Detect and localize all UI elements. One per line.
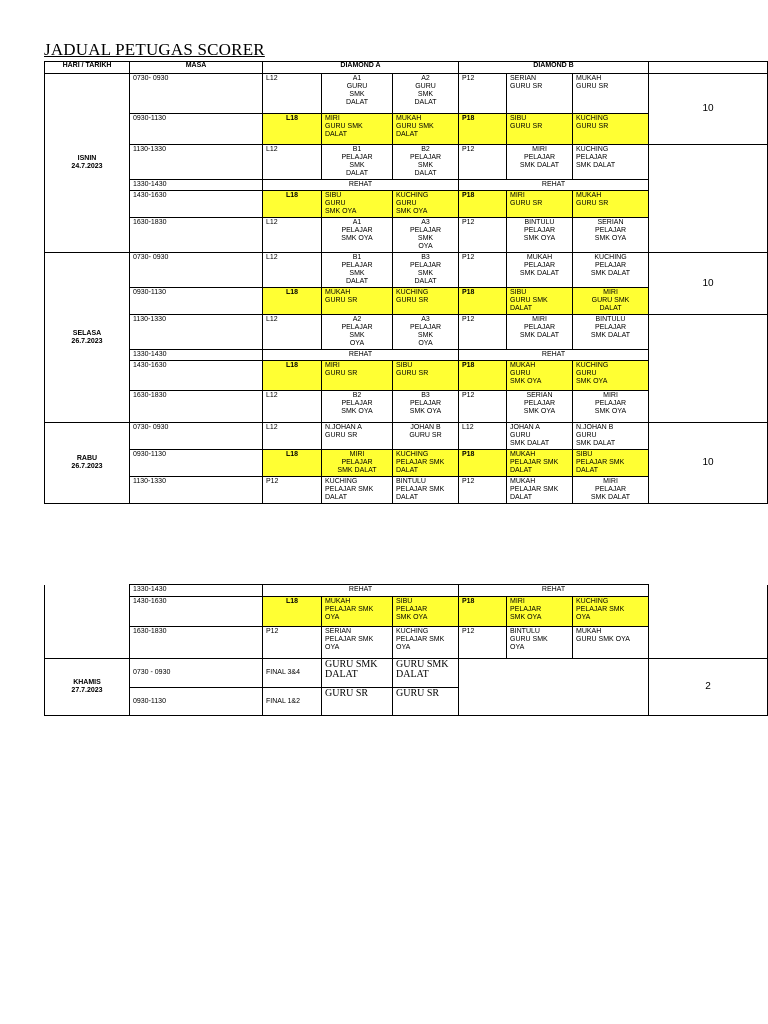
assignment-cell: B3 PELAJAR SMK OYA bbox=[393, 391, 459, 423]
division-cell: L18 bbox=[263, 114, 322, 145]
assignment-cell: MUKAH GURU SMK OYA bbox=[573, 627, 649, 659]
assignment-cell: BINTULU PELAJAR SMK DALAT bbox=[393, 477, 459, 504]
day-date: 24.7.2023 bbox=[71, 163, 103, 170]
assignment-cell: B2 PELAJAR SMK DALAT bbox=[393, 145, 459, 180]
time-cell: 1130-1330 bbox=[130, 145, 263, 180]
schedule-table bbox=[44, 61, 768, 504]
header-day: HARI / TARIKH bbox=[45, 62, 130, 74]
day-name: KHAMIS bbox=[73, 679, 101, 686]
table-row bbox=[45, 585, 768, 597]
assignment-cell: BINTULU PELAJAR SMK DALAT bbox=[573, 315, 649, 350]
header-row bbox=[45, 62, 768, 74]
day-name: SELASA bbox=[72, 329, 102, 337]
assignment-cell: MUKAH GURU SR bbox=[573, 74, 649, 114]
assignment-cell: MIRI GURU SMK DALAT bbox=[322, 114, 393, 145]
time-cell: 0730- 0930 bbox=[130, 253, 263, 288]
division-cell: P12 bbox=[459, 74, 507, 114]
time-cell: 0930-1130 bbox=[130, 288, 263, 315]
time-cell: 1630-1830 bbox=[130, 218, 263, 253]
assignment-cell: MIRI PELAJAR SMK DALAT bbox=[507, 145, 573, 180]
assignment-cell: MUKAH GURU SMK OYA bbox=[507, 361, 573, 391]
division-cell: P12 bbox=[459, 145, 507, 180]
assignment-cell: MIRI PELAJAR SMK DALAT bbox=[322, 450, 393, 477]
assignment-cell: B1 PELAJAR SMK DALAT bbox=[322, 145, 393, 180]
assignment-cell: SIBU GURU SR bbox=[393, 361, 459, 391]
assignment-cell: GURU SR bbox=[322, 688, 393, 716]
assignment-cell: B2 PELAJAR SMK OYA bbox=[322, 391, 393, 423]
division-cell: L12 bbox=[263, 391, 322, 423]
day-cell bbox=[45, 423, 130, 504]
division-cell: P18 bbox=[459, 450, 507, 477]
time-cell: 0730 - 0930 bbox=[130, 659, 263, 688]
day-cell bbox=[45, 253, 130, 423]
day-date: 26.7.2023 bbox=[71, 463, 103, 470]
rehat-cell: REHAT bbox=[459, 180, 649, 191]
day-cell bbox=[45, 659, 130, 716]
assignment-cell: MUKAH PELAJAR SMK DALAT bbox=[507, 477, 573, 504]
total-cell: 10 bbox=[649, 253, 768, 315]
table-row bbox=[45, 253, 768, 288]
assignment-cell: A3 PELAJAR SMK OYA bbox=[393, 315, 459, 350]
time-cell: 1330-1430 bbox=[130, 350, 263, 361]
time-cell: 1330-1430 bbox=[130, 585, 263, 597]
assignment-cell: MUKAH PELAJAR SMK OYA bbox=[322, 597, 393, 627]
assignment-cell: MUKAH PELAJAR SMK DALAT bbox=[507, 450, 573, 477]
assignment-cell: MUKAH GURU SR bbox=[573, 191, 649, 218]
assignment-cell: KUCHING GURU SR bbox=[393, 288, 459, 315]
division-cell: L18 bbox=[263, 191, 322, 218]
division-cell: L12 bbox=[263, 74, 322, 114]
assignment-cell: MIRI PELAJAR SMK OYA bbox=[573, 391, 649, 423]
assignment-cell: GURU SMK DALAT bbox=[393, 659, 459, 688]
rehat-cell: REHAT bbox=[263, 585, 459, 597]
empty-cell bbox=[459, 659, 649, 716]
assignment-cell: SERIAN PELAJAR SMK OYA bbox=[322, 627, 393, 659]
division-cell: P18 bbox=[459, 288, 507, 315]
header-time: MASA bbox=[130, 62, 263, 74]
rehat-cell: REHAT bbox=[263, 350, 459, 361]
total-cell-empty bbox=[649, 315, 768, 423]
day-cell bbox=[45, 74, 130, 253]
total-cell-empty bbox=[649, 585, 768, 659]
assignment-cell: A1 GURU SMK DALAT bbox=[322, 74, 393, 114]
time-cell: 0930-1130 bbox=[130, 114, 263, 145]
division-cell: L12 bbox=[263, 145, 322, 180]
assignment-cell: MIRI PELAJAR SMK DALAT bbox=[507, 315, 573, 350]
header-diamond-b: DIAMOND B bbox=[459, 62, 649, 74]
assignment-cell: KUCHING GURU SR bbox=[573, 114, 649, 145]
division-cell: L12 bbox=[459, 423, 507, 450]
division-cell: P12 bbox=[263, 477, 322, 504]
table-row bbox=[45, 659, 768, 688]
table-row bbox=[45, 315, 768, 350]
division-cell: P12 bbox=[459, 253, 507, 288]
division-cell: P12 bbox=[459, 477, 507, 504]
assignment-cell: N.JOHAN B GURU SMK DALAT bbox=[573, 423, 649, 450]
assignment-cell: KUCHING GURU SMK OYA bbox=[393, 191, 459, 218]
assignment-cell: MIRI GURU SMK DALAT bbox=[573, 288, 649, 315]
total-cell: 2 bbox=[649, 659, 768, 716]
assignment-cell: MUKAH PELAJAR SMK DALAT bbox=[507, 253, 573, 288]
rehat-cell: REHAT bbox=[459, 585, 649, 597]
time-cell: 1430-1630 bbox=[130, 361, 263, 391]
time-cell: 1130-1330 bbox=[130, 477, 263, 504]
day-name: ISNIN bbox=[77, 155, 97, 162]
division-cell: P12 bbox=[459, 391, 507, 423]
time-cell: 1130-1330 bbox=[130, 315, 263, 350]
assignment-cell: SIBU PELAJAR SMK OYA bbox=[393, 597, 459, 627]
assignment-cell: MIRI GURU SR bbox=[507, 191, 573, 218]
assignment-cell: BINTULU GURU SMK OYA bbox=[507, 627, 573, 659]
assignment-cell: SIBU GURU SMK OYA bbox=[322, 191, 393, 218]
time-cell: 1330-1430 bbox=[130, 180, 263, 191]
division-cell: P12 bbox=[263, 627, 322, 659]
assignment-cell: SIBU GURU SMK DALAT bbox=[507, 288, 573, 315]
assignment-cell: SIBU PELAJAR SMK DALAT bbox=[573, 450, 649, 477]
assignment-cell: KUCHING PELAJAR SMK OYA bbox=[573, 597, 649, 627]
division-cell: L12 bbox=[263, 253, 322, 288]
assignment-cell: GURU SR bbox=[393, 688, 459, 716]
assignment-cell: MUKAH GURU SR bbox=[322, 288, 393, 315]
final-label-cell: FINAL 3&4 bbox=[263, 659, 322, 688]
day-date: 27.7.2023 bbox=[71, 687, 103, 694]
rehat-cell: REHAT bbox=[459, 350, 649, 361]
division-cell: P18 bbox=[459, 191, 507, 218]
assignment-cell: MIRI PELAJAR SMK DALAT bbox=[573, 477, 649, 504]
day-date: 26.7.2023 bbox=[71, 337, 103, 345]
day-cell-empty bbox=[45, 585, 130, 659]
division-cell: P18 bbox=[459, 597, 507, 627]
assignment-cell: MUKAH GURU SMK DALAT bbox=[393, 114, 459, 145]
time-cell: 0930-1130 bbox=[130, 688, 263, 716]
assignment-cell: KUCHING PELAJAR SMK OYA bbox=[393, 627, 459, 659]
table-row bbox=[45, 74, 768, 114]
division-cell: L18 bbox=[263, 597, 322, 627]
division-cell: P12 bbox=[459, 315, 507, 350]
header-total bbox=[649, 62, 768, 74]
assignment-cell: A2 GURU SMK DALAT bbox=[393, 74, 459, 114]
day-name: RABU bbox=[76, 455, 98, 462]
assignment-cell: SERIAN PELAJAR SMK OYA bbox=[507, 391, 573, 423]
division-cell: P12 bbox=[459, 627, 507, 659]
page-title: JADUAL PETUGAS SCORER bbox=[44, 40, 265, 59]
assignment-cell: KUCHING PELAJAR SMK DALAT bbox=[573, 253, 649, 288]
assignment-cell: B3 PELAJAR SMK DALAT bbox=[393, 253, 459, 288]
division-cell: L12 bbox=[263, 218, 322, 253]
assignment-cell: A2 PELAJAR SMK OYA bbox=[322, 315, 393, 350]
assignment-cell: KUCHING PELAJAR SMK DALAT bbox=[322, 477, 393, 504]
time-cell: 1630-1830 bbox=[130, 391, 263, 423]
table-row bbox=[45, 423, 768, 450]
assignment-cell: A3 PELAJAR SMK OYA bbox=[393, 218, 459, 253]
assignment-cell: KUCHING PELAJAR SMK DALAT bbox=[393, 450, 459, 477]
time-cell: 1430-1630 bbox=[130, 597, 263, 627]
time-cell: 1630-1830 bbox=[130, 627, 263, 659]
total-cell: 10 bbox=[649, 423, 768, 504]
assignment-cell: B1 PELAJAR SMK DALAT bbox=[322, 253, 393, 288]
assignment-cell: BINTULU PELAJAR SMK OYA bbox=[507, 218, 573, 253]
time-cell: 1430-1630 bbox=[130, 191, 263, 218]
time-cell: 0730- 0930 bbox=[130, 74, 263, 114]
assignment-cell: KUCHING PELAJAR SMK DALAT bbox=[573, 145, 649, 180]
assignment-cell: N.JOHAN A GURU SR bbox=[322, 423, 393, 450]
rehat-cell: REHAT bbox=[263, 180, 459, 191]
division-cell: P12 bbox=[459, 218, 507, 253]
assignment-cell: SERIAN GURU SR bbox=[507, 74, 573, 114]
division-cell: L18 bbox=[263, 450, 322, 477]
time-cell: 0730- 0930 bbox=[130, 423, 263, 450]
division-cell: P18 bbox=[459, 361, 507, 391]
assignment-cell: MIRI PELAJAR SMK OYA bbox=[507, 597, 573, 627]
assignment-cell: SIBU GURU SR bbox=[507, 114, 573, 145]
division-cell: L18 bbox=[263, 361, 322, 391]
assignment-cell: A1 PELAJAR SMK OYA bbox=[322, 218, 393, 253]
assignment-cell: GURU SMK DALAT bbox=[322, 659, 393, 688]
assignment-cell: JOHAN B GURU SR bbox=[393, 423, 459, 450]
division-cell: P18 bbox=[459, 114, 507, 145]
assignment-cell: MIRI GURU SR bbox=[322, 361, 393, 391]
header-diamond-a: DIAMOND A bbox=[263, 62, 459, 74]
division-cell: L12 bbox=[263, 315, 322, 350]
schedule-table-continued bbox=[44, 584, 768, 716]
division-cell: L12 bbox=[263, 423, 322, 450]
final-label-cell: FINAL 1&2 bbox=[263, 688, 322, 716]
total-cell-empty bbox=[649, 145, 768, 253]
assignment-cell: JOHAN A GURU SMK DALAT bbox=[507, 423, 573, 450]
time-cell: 0930-1130 bbox=[130, 450, 263, 477]
assignment-cell: KUCHING GURU SMK OYA bbox=[573, 361, 649, 391]
division-cell: L18 bbox=[263, 288, 322, 315]
assignment-cell: SERIAN PELAJAR SMK OYA bbox=[573, 218, 649, 253]
table-row bbox=[45, 145, 768, 180]
total-cell: 10 bbox=[649, 74, 768, 145]
